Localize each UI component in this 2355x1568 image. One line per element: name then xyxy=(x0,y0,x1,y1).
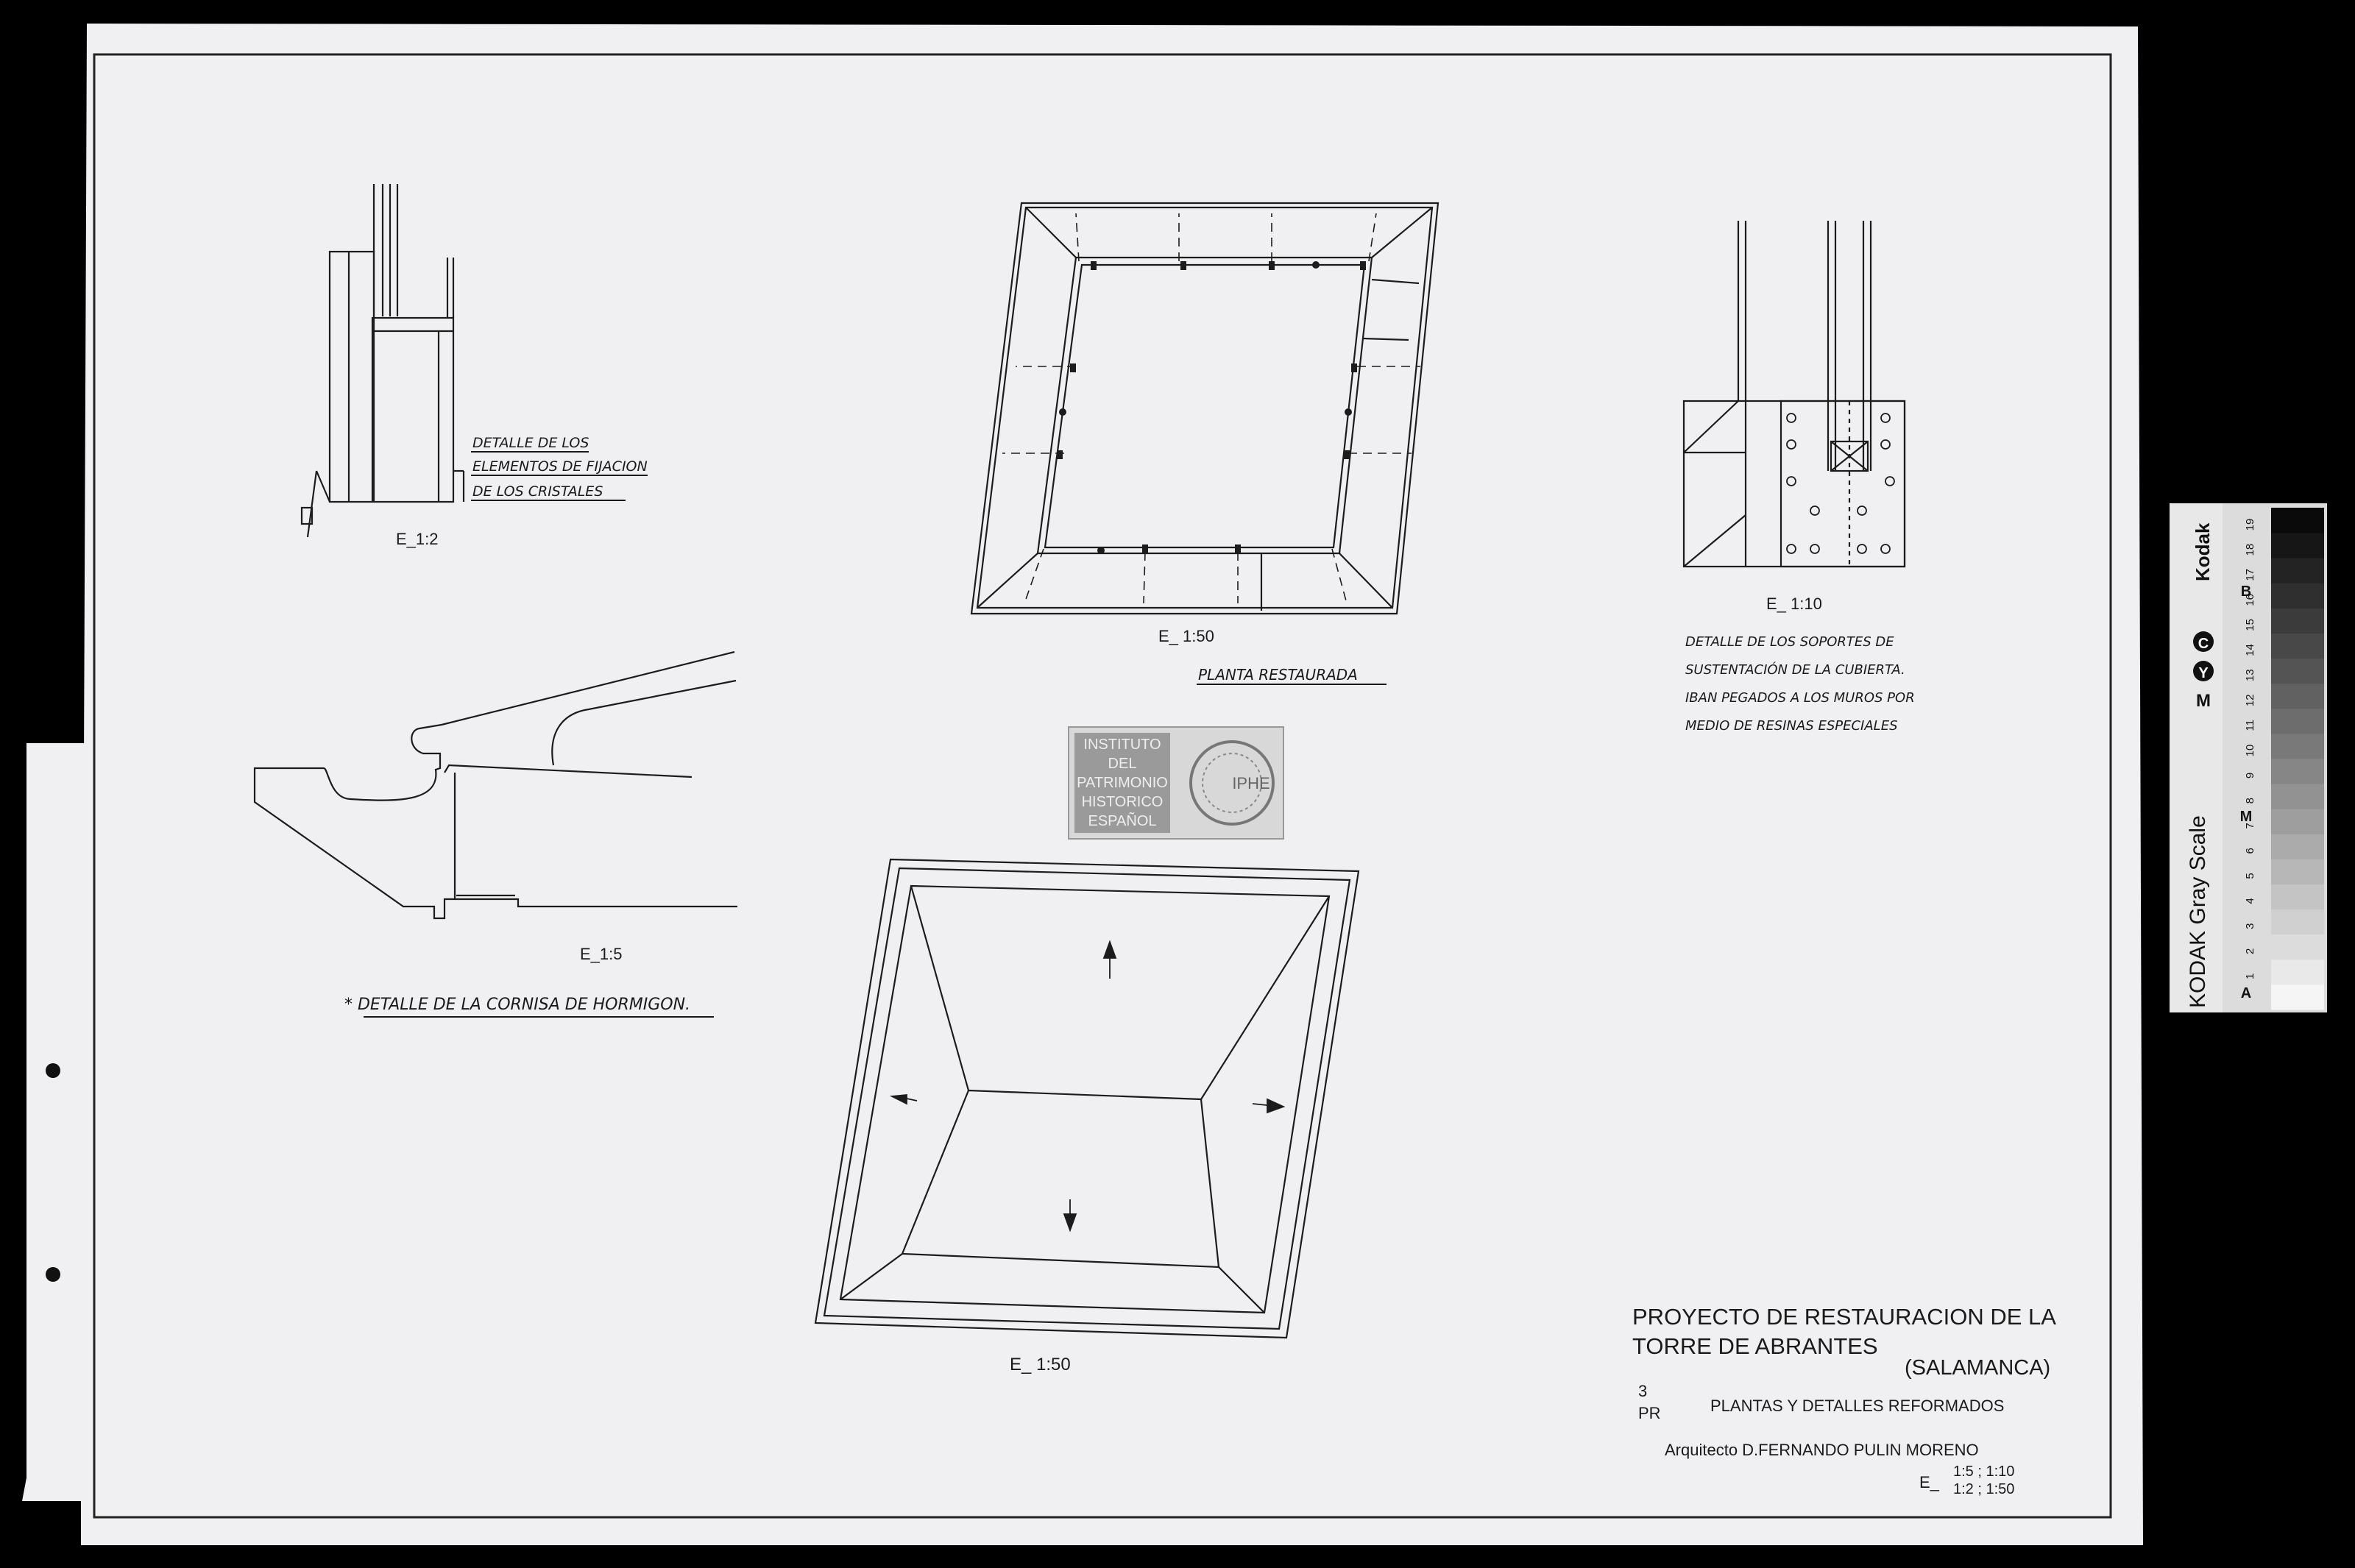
stamp-line-5: ESPAÑOL xyxy=(1088,813,1157,829)
project-location: (SALAMANCA) xyxy=(1905,1356,2051,1380)
gray-step-label: 12 xyxy=(2244,694,2256,707)
plan-scale: E_ 1:50 xyxy=(1158,627,1214,645)
supports-caption-3: IBAN PEGADOS A LOS MUROS POR xyxy=(1685,690,1915,706)
supports-caption-2: SUSTENTACIÓN DE LA CUBIERTA. xyxy=(1685,662,1905,678)
cornice-caption: * DETALLE DE LA CORNISA DE HORMIGON. xyxy=(344,996,691,1014)
stamp-line-3: PATRIMONIO xyxy=(1077,775,1168,791)
scale-prefix: E_ xyxy=(1919,1473,1939,1491)
gray-step-label: 19 xyxy=(2244,518,2256,531)
stamp-line-2: DEL xyxy=(1108,756,1137,772)
gray-step-label: 2 xyxy=(2244,948,2256,954)
supports-caption-1: DETALLE DE LOS SOPORTES DE xyxy=(1685,634,1894,650)
color-letter-c: C xyxy=(2198,636,2209,652)
gray-patch xyxy=(2271,659,2324,684)
sheet-subtitle: PLANTAS Y DETALLES REFORMADOS xyxy=(1710,1397,2005,1415)
gray-step-label: 18 xyxy=(2244,543,2256,556)
gray-patch xyxy=(2271,959,2324,985)
gray-patch xyxy=(2271,709,2324,734)
gray-step-label: 13 xyxy=(2244,669,2256,681)
color-letter-m: M xyxy=(2196,691,2211,711)
gray-step-label: 10 xyxy=(2244,744,2256,757)
gray-patch xyxy=(2271,759,2324,784)
gray-scale-title: KODAK Gray Scale xyxy=(2186,815,2210,1008)
glass-caption-3: DE LOS CRISTALES xyxy=(472,483,603,500)
gray-step-label: 7 xyxy=(2244,823,2256,829)
kodak-brand: Kodak xyxy=(2192,522,2214,581)
roof-plan-scale: E_ 1:50 xyxy=(1010,1355,1071,1374)
project-title-line1: PROYECTO DE RESTAURACION DE LA xyxy=(1632,1304,2056,1330)
marker-a: A xyxy=(2240,985,2252,1001)
gray-step-label: 11 xyxy=(2244,720,2256,731)
supports-scale: E_ 1:10 xyxy=(1766,595,1822,613)
gray-patch xyxy=(2271,884,2324,910)
scales-row-2: 1:2 ; 1:50 xyxy=(1953,1481,2015,1497)
gray-step-label: 16 xyxy=(2244,594,2256,606)
color-letter-y: Y xyxy=(2198,665,2209,681)
gray-patch xyxy=(2271,784,2324,809)
gray-step-label: 17 xyxy=(2244,568,2256,581)
gray-patch xyxy=(2271,734,2324,759)
sheet-code: PR xyxy=(1638,1404,1661,1422)
project-title-line2: TORRE DE ABRANTES xyxy=(1632,1333,1878,1359)
gray-step-label: 14 xyxy=(2244,644,2256,656)
gray-patch xyxy=(2271,809,2324,834)
gray-patch xyxy=(2271,634,2324,659)
gray-step-label: 5 xyxy=(2244,873,2256,879)
iphe-stamp xyxy=(1069,727,1283,839)
glass-caption-1: DETALLE DE LOS xyxy=(472,435,589,451)
plan-caption: PLANTA RESTAURADA xyxy=(1198,666,1358,684)
gray-patch xyxy=(2271,558,2324,583)
gray-step-label: 8 xyxy=(2244,798,2256,804)
sheet-number: 3 xyxy=(1638,1382,1648,1400)
cornice-scale: E_1:5 xyxy=(580,945,623,963)
gray-patch xyxy=(2271,909,2324,935)
gray-patch xyxy=(2271,583,2324,609)
glass-detail-scale: E_1:2 xyxy=(396,530,439,548)
stamp-line-1: INSTITUTO xyxy=(1083,737,1161,753)
gray-step-label: 15 xyxy=(2244,619,2256,631)
architect-name: Arquitecto D.FERNANDO PULIN MORENO xyxy=(1665,1441,1979,1459)
gray-patch xyxy=(2271,859,2324,884)
marker-m: M xyxy=(2239,809,2253,825)
gray-patch xyxy=(2271,934,2324,960)
stamp-logo: IPHE xyxy=(1232,774,1270,792)
gray-patch xyxy=(2271,985,2324,1010)
gray-steps xyxy=(2271,508,2324,1010)
gray-step-label: 6 xyxy=(2244,848,2256,854)
binder-hole-bottom xyxy=(46,1267,60,1282)
gray-step-label: 9 xyxy=(2244,772,2256,779)
scales-row-1: 1:5 ; 1:10 xyxy=(1953,1464,2015,1480)
kodak-gray-scale-card xyxy=(2170,503,2327,1012)
binder-hole-top xyxy=(46,1063,60,1078)
gray-step-label: 1 xyxy=(2244,973,2256,979)
supports-caption-4: MEDIO DE RESINAS ESPECIALES xyxy=(1685,718,1898,734)
stamp-line-4: HISTORICO xyxy=(1081,794,1164,810)
gray-patch xyxy=(2271,508,2324,533)
gray-step-label: 3 xyxy=(2244,923,2256,929)
gray-step-label: 4 xyxy=(2244,898,2256,904)
gray-patch xyxy=(2271,533,2324,558)
marker-b: B xyxy=(2240,583,2252,600)
gray-patch xyxy=(2271,684,2324,709)
gray-patch xyxy=(2271,608,2324,634)
glass-caption-2: ELEMENTOS DE FIJACION xyxy=(472,458,648,475)
gray-patch xyxy=(2271,834,2324,859)
paper-left-flap xyxy=(26,743,85,1501)
